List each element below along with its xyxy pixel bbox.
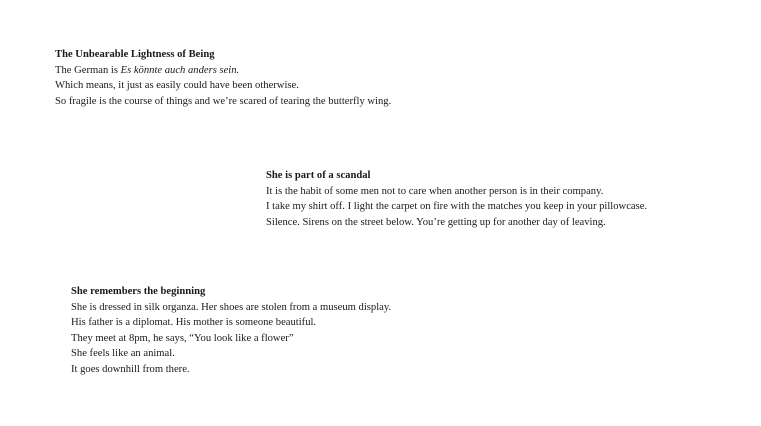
stanza-unbearable-lightness [55, 47, 391, 109]
line-text: The German is [55, 64, 121, 76]
stanza-beginning [71, 284, 391, 378]
stanza-line: It is the habit of some men not to care when another person is in their company. [266, 185, 604, 197]
stanza-line: She feels like an animal. [71, 348, 175, 360]
stanza-line: It goes downhill from there. [71, 363, 190, 375]
stanza-scandal [266, 168, 647, 230]
stanza-line: Which means, it just as easily could have been otherwise. [55, 80, 299, 92]
stanza-line: I take my shirt off. I light the carpet on fire with the matches you keep in your pillowcase. [266, 201, 648, 213]
stanza-line [55, 63, 391, 79]
stanza-title: The Unbearable Lightness of Being [55, 49, 215, 60]
stanza-title: She remembers the beginning [71, 286, 206, 297]
stanza-title: She is part of a scandal [266, 170, 371, 181]
stanza-line: She is dressed in silk organza. Her shoes are stolen from a museum display. [71, 301, 392, 313]
stanza-line: His father is a diplomat. His mother is someone beautiful. [71, 317, 317, 329]
stanza-line: They meet at 8pm, he says, “You look like a flower” [71, 332, 294, 344]
stanza-line: Silence. Sirens on the street below. You’re getting up for another day of leaving. [266, 216, 606, 228]
italic-quote: Es könnte auch anders sein. [120, 64, 240, 76]
stanza-line: So fragile is the course of things and we’re scared of tearing the butterfly wing. [55, 95, 392, 107]
